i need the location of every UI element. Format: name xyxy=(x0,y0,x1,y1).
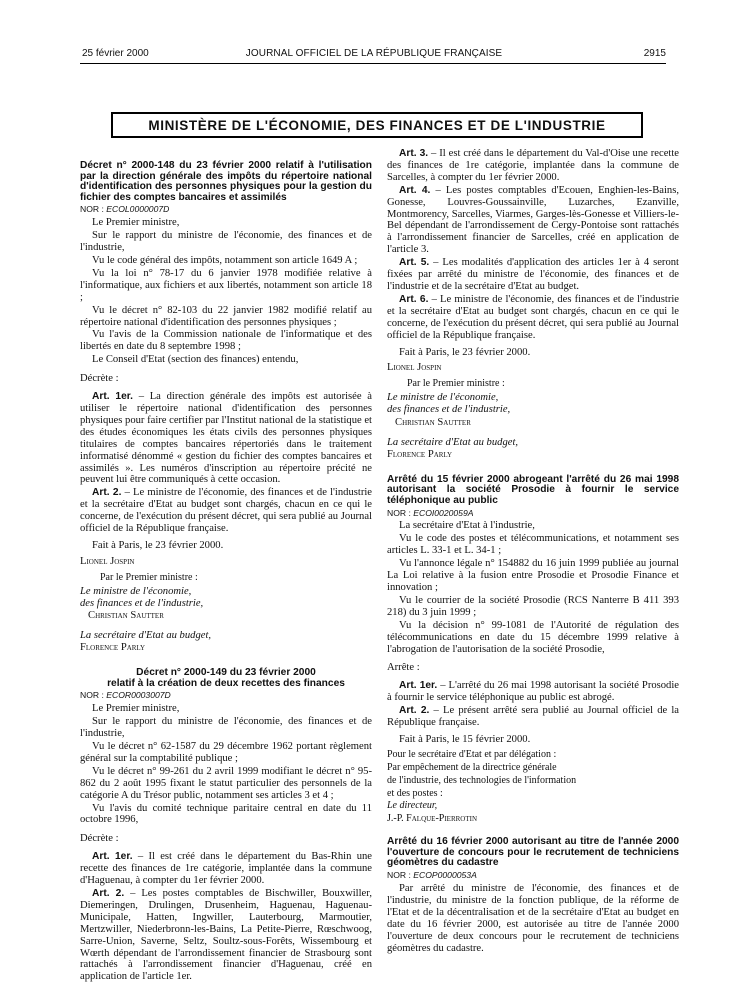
signer-name: Lionel Jospin xyxy=(80,555,135,567)
visa: Le Premier ministre, xyxy=(92,703,180,715)
arrete-geometres-title: Arrêté du 16 février 2000 autorisant au titre de l'année 2000 l'ouverture de concours pour le recrutement de techniciens géomètres du cadastre xyxy=(387,836,679,869)
article-2: Art. 2. – Les postes comptables de Bischwiller, Bouxwiller, Diemeringen, Drulingen, Drusenheim, Haguenau, Haguenau-Municipale, Hatten, Ingwiller, Lauterbourg, Marmoutier, Mertzwiller, Niederbronn-les-Bains, La Petite-Pierre, Rœschwoog, Sarre-Union, Saverne, Seltz, Soultz-sous-Forêts, Wissembourg et Wœrth dépendant de l'arrondissement financier de Strasbourg sont rattachés à l'arrondissement financier d'Haguenau, créé en application de l'article 1er. xyxy=(80,887,372,983)
signer-name: Lionel Jospin xyxy=(387,362,442,374)
visa: Sur le rapport du ministre de l'économie, des finances et de l'industrie, xyxy=(80,716,372,740)
decree-149-nor: NOR : ECOR0003007D xyxy=(80,690,171,701)
page-number: 2915 xyxy=(643,48,666,59)
visa: Vu le décret n° 99-261 du 2 avril 1999 modifiant le décret n° 95-862 du 2 août 1995 fixant le statut particulier des personnels de la catégorie A du Trésor public, notamment ses articles 3 et 4 ; xyxy=(80,765,372,801)
header-rule xyxy=(80,63,666,64)
fait-a-paris: Fait à Paris, le 23 février 2000. xyxy=(399,346,531,358)
minister-role: Le ministre de l'économie, xyxy=(80,585,192,597)
minister-role: Le ministre de l'économie, xyxy=(387,392,499,404)
fait-a-paris: Fait à Paris, le 23 février 2000. xyxy=(92,539,224,551)
secretary-role: La secrétaire d'Etat au budget, xyxy=(80,630,212,642)
visa: Vu le courrier de la société Prosodie (RCS Nanterre B 411 393 218) du 3 juin 1999 ; xyxy=(387,594,679,618)
minister-name: Christian Sautter xyxy=(395,417,471,429)
decree-148-nor: NOR : ECOL0000007D xyxy=(80,204,170,215)
delegation-line: de l'industrie, des technologies de l'information xyxy=(387,774,577,786)
decree-148-title: Décret n° 2000-148 du 23 février 2000 relatif à l'utilisation par la direction générale des impôts du répertoire national d'identification des personnes physiques pour la gestion du fichier des comptes bancaires et assimilés xyxy=(80,160,372,203)
arrete-heading: Arrête : xyxy=(387,662,420,674)
article-3: Art. 3. – Il est créé dans le département du Val-d'Oise une recette des finances de 1re catégorie, implantée dans la commune de Sarcelles, à compter du 1er février 2000. xyxy=(387,148,679,183)
arrete-prosodie-title: Arrêté du 15 février 2000 abrogeant l'arrêté du 26 mai 1998 autorisant la société Prosodie à fournir le service téléphonique au public xyxy=(387,473,679,506)
visa: Vu l'annonce légale n° 154882 du 16 juin 1999 publiée au journal La Loi relative à la fusion entre Prosodie et Prosodie Finance et innovation ; xyxy=(387,558,679,593)
visa: Vu l'avis de la Commission nationale de l'informatique et des libertés en date du 8 septembre 1998 ; xyxy=(80,329,372,353)
left-column xyxy=(80,161,372,984)
article-1: Art. 1er. – Il est créé dans le département du Bas-Rhin une recette des finances de 1re catégorie, implantée dans la commune d'Haguenau, à compter du 1er février 2000. xyxy=(80,851,372,887)
delegation-line: Pour le secrétaire d'Etat et par délégation : xyxy=(387,748,557,760)
fait-a-paris: Fait à Paris, le 15 février 2000. xyxy=(399,733,531,745)
journal-title: JOURNAL OFFICIEL DE LA RÉPUBLIQUE FRANÇAISE xyxy=(245,48,503,59)
minister-role: des finances et de l'industrie, xyxy=(387,404,511,416)
minister-role: des finances et de l'industrie, xyxy=(80,597,204,609)
decree-149-title: Décret n° 2000-149 du 23 février 2000 xyxy=(136,667,316,679)
ministry-banner xyxy=(111,112,643,138)
par-le-premier-ministre: Par le Premier ministre : xyxy=(407,378,505,390)
visa: Le Premier ministre, xyxy=(92,217,180,229)
article-1: Art. 1er. – La direction générale des impôts est autorisée à utiliser le répertoire national d'identification des personnes physiques pour faire certifier par l'Institut national de la statistique et des études économiques les états civils des personnes physiques titulaires de comptes bancaires répertoriés dans le traitement informatisé dénommé « gestion du fichier des comptes bancaires et assimilés ». Les numéros d'inscription au répertoire précité ne peuvent lui être communiqués à cette occasion. xyxy=(80,391,372,486)
visa: Vu le décret n° 82-103 du 22 janvier 1982 modifié relatif au répertoire national d'identification des personnes physiques ; xyxy=(80,304,372,328)
visa: La secrétaire d'Etat à l'industrie, xyxy=(399,520,535,532)
visa: Vu la décision n° 99-1081 de l'Autorité de régulation des télécommunications en date du 15 décembre 1999 relative à l'abrogation de l'autorisation de la société Prosodie, xyxy=(387,619,679,655)
article-2: Art. 2. – Le ministre de l'économie, des finances et de l'industrie et la secrétaire d'Etat au budget sont chargés, chacun en ce qui le concerne, de l'exécution du présent décret, qui sera publié au Journal officiel de la République française. xyxy=(80,487,372,535)
ministry-title: MINISTÈRE DE L'ÉCONOMIE, DES FINANCES ET DE L'INDUSTRIE xyxy=(148,117,606,133)
right-column xyxy=(387,148,679,955)
visa: Le Conseil d'Etat (section des finances) entendu, xyxy=(92,354,299,366)
secretary-name: Florence Parly xyxy=(387,448,453,460)
decrete-heading: Décrète : xyxy=(80,833,119,845)
arrete-geometres-nor: NOR : ECOP0000053A xyxy=(387,870,477,881)
secretary-role: La secrétaire d'Etat au budget, xyxy=(387,436,519,448)
visa: Vu le code des postes et télécommunications, et notamment ses articles L. 33-1 et L. 34-1 ; xyxy=(387,533,679,557)
director-name: J.-P. Falque-Pierrotin xyxy=(387,813,478,825)
decrete-heading: Décrète : xyxy=(80,373,119,385)
delegation-line: et des postes : xyxy=(387,787,443,799)
secretary-name: Florence Parly xyxy=(80,642,146,654)
visa: Sur le rapport du ministre de l'économie, des finances et de l'industrie, xyxy=(80,230,372,254)
visa: Vu le code général des impôts, notamment son article 1649 A ; xyxy=(92,255,358,266)
article-4: Art. 4. – Les postes comptables d'Ecouen, Enghien-les-Bains, Gonesse, Louvres-Goussainville, Luzarches, Ezanville, Montmorency, Sarcelles, Viarmes, Garges-lès-Gonesse et Villiers-le-Bel dépendant de l'arrondissement de Cergy-Pontoise sont rattachés à l'arrondissement financier de Sarcelles, créé en application de l'article 3. xyxy=(387,184,679,256)
director-role: Le directeur, xyxy=(387,800,438,812)
visa: Vu le décret n° 62-1587 du 29 décembre 1962 portant règlement général sur la comptabilité publique ; xyxy=(80,741,372,764)
article-5: Art. 5. – Les modalités d'application des articles 1er à 4 seront fixées par arrêté du ministre de l'économie, des finances et de l'industrie et de la secrétaire d'Etat au budget. xyxy=(387,257,679,292)
article-2: Art. 2. – Le présent arrêté sera publié au Journal officiel de la République française. xyxy=(387,705,680,729)
decree-149-subtitle: relatif à la création de deux recettes des finances xyxy=(107,677,345,689)
par-le-premier-ministre: Par le Premier ministre : xyxy=(100,571,198,583)
visa: Vu l'avis du comité technique paritaire central en date du 11 octobre 1996, xyxy=(80,802,372,826)
article-1: Art. 1er. – L'arrêté du 26 mai 1998 autorisant la société Prosodie à fournir le service téléphonique au public est abrogé. xyxy=(387,680,679,704)
header-date: 25 février 2000 xyxy=(82,48,149,59)
arrete-geometres-body: Par arrêté du ministre de l'économie, des finances et de l'industrie, du ministre de la fonction publique, de la réforme de l'Etat et de la décentralisation et de la secrétaire d'Etat au budget en date du 16 février 2000, est autorisée au titre de l'année 2000 l'ouverture de deux concours pour le recrutement de techniciens géomètres du cadastre. xyxy=(387,882,679,954)
arrete-prosodie-nor: NOR : ECOI0020059A xyxy=(387,507,474,518)
delegation-line: Par empêchement de la directrice générale xyxy=(387,761,557,773)
page-header xyxy=(0,48,748,62)
visa: Vu la loi n° 78-17 du 6 janvier 1978 modifiée relative à l'informatique, aux fichiers et aux libertés, notamment son article 18 ; xyxy=(80,267,372,303)
minister-name: Christian Sautter xyxy=(88,610,164,622)
article-6: Art. 6. – Le ministre de l'économie, des finances et de l'industrie et la secrétaire d'Etat au budget sont chargés, chacun en ce qui le concerne, de l'exécution du présent décret, qui sera publié au Journal officiel de la République française. xyxy=(387,293,679,341)
